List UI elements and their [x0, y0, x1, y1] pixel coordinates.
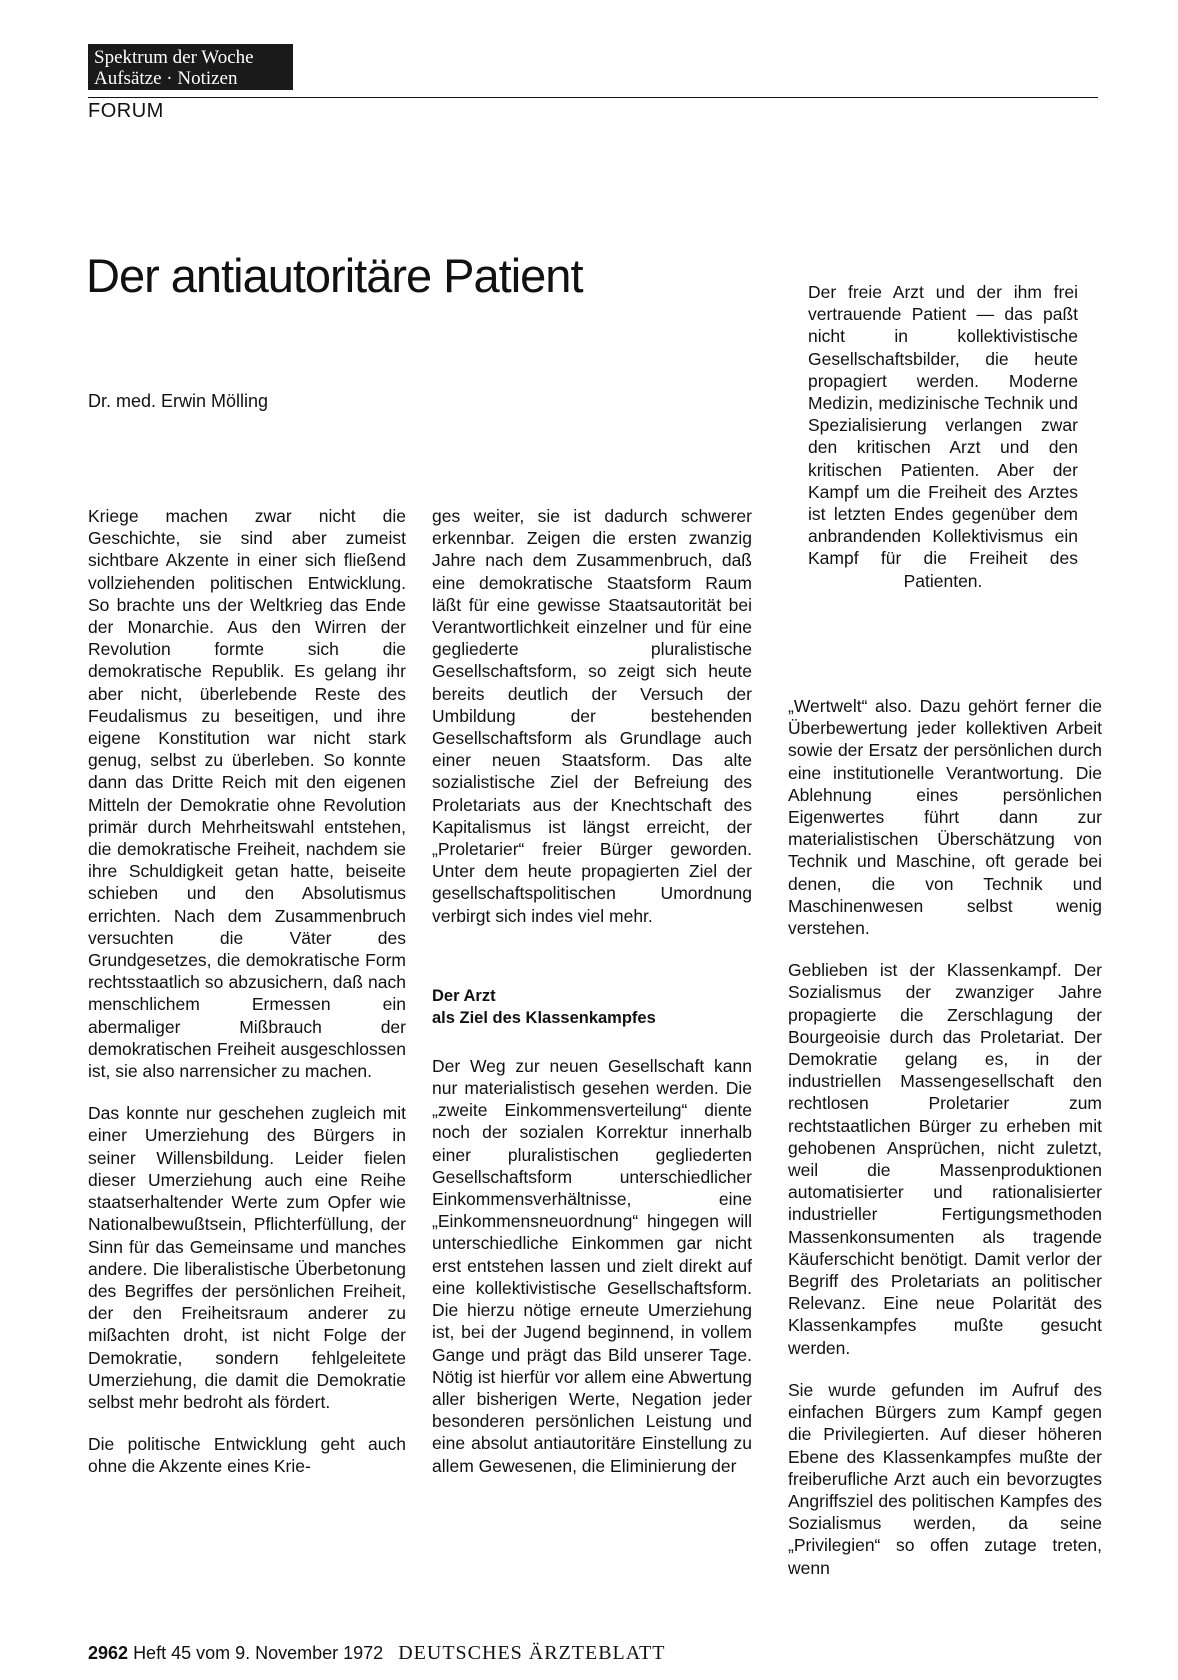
section-badge [88, 44, 293, 90]
article-lead: Der freie Arzt und der ihm frei vertrauende Patient — das paßt nicht in kollektivistische Gesellschaftsbilder, die heute propagiert werden. Moderne Medizin, medizinische Technik und Spezialisierung verlangen zwar den kritischen Arzt und den kritischen Patienten. Aber der Kampf um die Freiheit des Arztes ist letzten Endes gegenüber dem anbrandenden Kollektivismus ein Kampf für die Freiheit des Patienten. [808, 282, 1078, 591]
subheading-line-2: als Ziel des Klassenkampfes [432, 1008, 656, 1027]
page-number: 2962 [88, 1643, 129, 1663]
magazine-name: DEUTSCHES ÄRZTEBLATT [398, 1642, 666, 1664]
section-label: FORUM [88, 100, 164, 122]
paragraph: Der Weg zur neuen Gesellschaft kann nur materialistisch gesehen werden. Die „zweite Einkommensverteilung“ diente noch der sozialen Korrektur innerhalb einer pluralistischen gegliederten Gesellschaftsform unterschiedlicher Einkommensverhältnisse, eine „Einkommensneuordnung“ hingegen will unterschiedliche Einkommen gar nicht erst entstehen lassen und zielt direkt auf eine kollektivistische Gesellschaftsform. Die hierzu nötige erneute Umerziehung ist, bei der Jugend beginnend, in vollem Gange und prägt das Bild unserer Tage. Nötig ist hierfür vor allem eine Abwertung aller bisherigen Werte, Negation jeder besonderen persönlichen Leistung und eine absolut antiautoritäre Einstellung zu allem Gewesenen, die Eliminierung der [432, 1055, 752, 1476]
paragraph: Das konnte nur geschehen zugleich mit einer Umerziehung des Bürgers in seiner Willensbildung. Leider fielen dieser Umerziehung auch eine Reihe staatserhaltender Werte zum Opfer wie Nationalbewußtsein, Pflichterfüllung, der Sinn für das Gemeinsame und manches andere. Die liberalistische Überbetonung des Begriffes der persönlichen Freiheit, der den Freiheitsraum anderer zu mißachten droht, ist nicht Folge der Demokratie, sondern fehlgeleitete Umerziehung, die damit die Demokratie selbst mehr bedroht als fördert. [88, 1103, 406, 1412]
page-footer [88, 1642, 665, 1665]
badge-line-1: Spektrum der Woche [94, 47, 254, 68]
paragraph: Sie wurde gefunden im Aufruf des einfachen Bürgers zum Kampf gegen die Privilegierten. Auf dieser höheren Ebene des Klassenkampfes mußte der freiberufliche Arzt auch ein bevorzugtes Angriffsziel des politischen Kampfes des Sozialismus werden, da seine „Privilegien“ so offen zutage treten, wenn [788, 1379, 1102, 1578]
paragraph: Geblieben ist der Klassenkampf. Der Sozialismus der zwanziger Jahre propagierte die Zerschlagung der Bourgeoisie durch das Proletariat. Der Demokratie gelang es, in der industriellen Massengesellschaft den rechtlosen Proletarier zum rechtstaatlichen Bürger zu erheben mit gehobenen Ansprüchen, nicht zuletzt, weil die Massenproduktionen automatisierter und rationalisierter industrieller Fertigungsmethoden Massenkonsumenten als tragende Käuferschicht benötigt. Damit verlor der Begriff des Proletariats an politischer Relevanz. Eine neue Polarität des Klassenkampfes mußte gesucht werden. [788, 960, 1102, 1358]
column-2 [432, 505, 752, 1497]
column-1 [88, 505, 406, 1498]
subheading [432, 985, 752, 1029]
article-author: Dr. med. Erwin Mölling [88, 391, 269, 411]
subheading-line-1: Der Arzt [432, 986, 496, 1005]
column-3 [788, 695, 1102, 1599]
article-title: Der antiautoritäre Patient [86, 249, 583, 302]
paragraph: ges weiter, sie ist dadurch schwerer erkennbar. Zeigen die ersten zwanzig Jahre nach dem Zusammenbruch, daß eine demokratische Staatsform Raum läßt für eine gewisse Staatsautorität bei Verantwortlichkeit einzelner und für eine gegliederte pluralistische Gesellschaftsform, so zeigt sich heute bereits deutlich der Versuch der Umbildung der bestehenden Gesellschaftsform als Grundlage auch einer neuen Staatsform. Das alte sozialistische Ziel der Befreiung des Proletariats aus der Knechtschaft des Kapitalismus ist längst erreicht, der „Proletarier“ freier Bürger geworden. Unter dem heute propagierten Ziel der gesellschaftspolitischen Umordnung verbirgt sich indes viel mehr. [432, 506, 752, 926]
paragraph: Kriege machen zwar nicht die Geschichte, sie sind aber zumeist sichtbare Akzente in einer sich fließend vollziehenden politischen Entwicklung. So brachte uns der Weltkrieg das Ende der Monarchie. Aus den Wirren der Revolution formte sich die demokratische Republik. Es gelang ihr aber nicht, überlebende Reste des Feudalismus zu beseitigen, und ihre eigene Konstitution war nicht stark genug, selbst zu überleben. So konnte dann das Dritte Reich mit den eigenen Mitteln der Demokratie ohne Revolution primär durch Mehrheitswahl entstehen, die demokratische Freiheit, nachdem sie ihre Schuldigkeit getan hatte, beiseite schieben und den Absolutismus errichten. Nach dem Zusammenbruch versuchten die Väter des Grundgesetzes, die demokratische Form rechtsstaatlich so abzusichern, daß nach menschlichem Ermessen ein abermaliger Mißbrauch der demokratischen Freiheit ausgeschlossen ist, sie also narrensicher zu machen. [88, 506, 406, 1082]
header-rule [88, 97, 1098, 98]
badge-line-2: Aufsätze · Notizen [94, 68, 238, 89]
paragraph: Die politische Entwicklung geht auch ohne die Akzente eines Krie- [88, 1434, 406, 1477]
issue-info: Heft 45 vom 9. November 1972 [133, 1643, 384, 1663]
paragraph: „Wertwelt“ also. Dazu gehört ferner die Überbewertung jeder kollektiven Arbeit sowie der Ersatz der persönlichen durch eine institutionelle Verantwortung. Die Ablehnung eines persönlichen Eigenwertes führt dann zur materialistischen Überschätzung von Technik und Maschine, oft gerade bei denen, die von Technik und Maschinenwesen selbst wenig verstehen. [788, 696, 1102, 939]
